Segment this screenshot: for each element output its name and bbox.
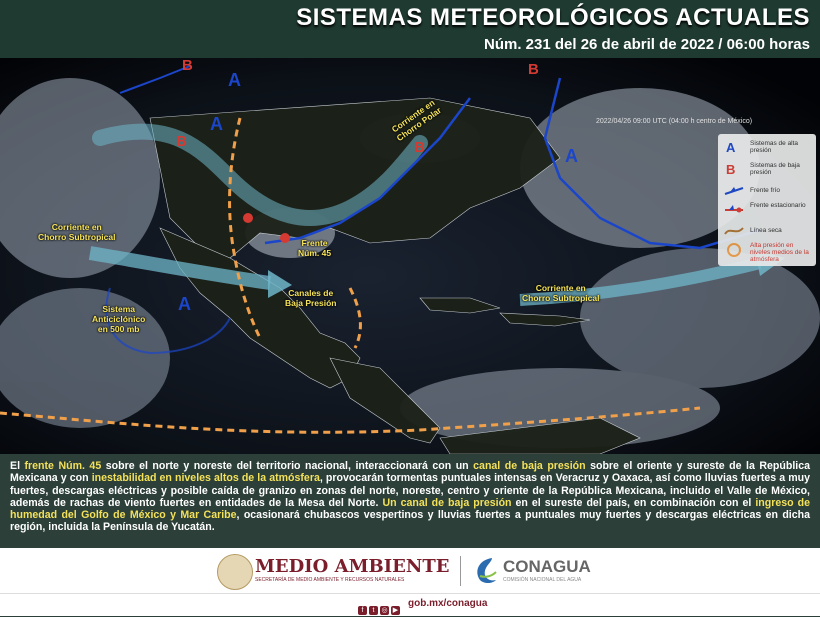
low-pressure-B: B bbox=[182, 58, 193, 74]
low-pressure-B: B bbox=[528, 61, 539, 78]
semarnat-seal-icon bbox=[217, 554, 253, 590]
social-links bbox=[358, 599, 402, 614]
facebook-icon[interactable]: f bbox=[358, 606, 367, 615]
header bbox=[0, 0, 820, 58]
legend-cold-front: Frente frío bbox=[722, 184, 814, 202]
cold-front-icon bbox=[724, 184, 744, 196]
satellite-map bbox=[0, 58, 820, 454]
label-polar-jet: Corriente en Chorro Polar bbox=[389, 97, 443, 144]
high-pressure-A: A bbox=[210, 114, 223, 134]
website-link[interactable]: gob.mx/conagua bbox=[408, 598, 488, 609]
stationary-front-icon bbox=[243, 213, 253, 223]
issue-date: Núm. 231 del 26 de abril de 2022 / 06:00 horas bbox=[484, 36, 810, 53]
dry-line-icon bbox=[724, 224, 744, 236]
label-low-channels: Canales de Baja Presión bbox=[285, 288, 337, 308]
instagram-icon[interactable]: ◎ bbox=[381, 607, 388, 614]
stationary-front-icon bbox=[280, 233, 290, 243]
twitter-icon[interactable]: t bbox=[369, 606, 378, 615]
legend-dry-line: Línea seca bbox=[722, 224, 814, 242]
high-pressure-A: A bbox=[565, 146, 578, 166]
stationary-front-icon bbox=[724, 202, 744, 214]
label-front-45: Frente Núm. 45 bbox=[298, 238, 332, 258]
legend-low-pressure: B Sistemas de baja presión bbox=[726, 162, 800, 177]
legend-high-pressure: A Sistemas de alta presión bbox=[726, 140, 799, 155]
medio-ambiente-subtitle: SECRETARÍA DE MEDIO AMBIENTE Y RECURSOS NATURALES bbox=[255, 577, 405, 583]
legend-stationary-front: Frente estacionario bbox=[722, 202, 814, 220]
low-pressure-B: B bbox=[414, 139, 425, 156]
high-pressure-A: A bbox=[228, 70, 241, 90]
satellite-timestamp: 2022/04/26 09:00 UTC (04:00 h centro de México) bbox=[596, 118, 753, 125]
high-pressure-A: A bbox=[178, 294, 191, 314]
high-pressure-midlevel-icon bbox=[726, 242, 742, 258]
label-subtropical-jet-west: Corriente en Chorro Subtropical bbox=[38, 222, 116, 242]
map-legend bbox=[718, 134, 816, 266]
medio-ambiente-name: MEDIO AMBIENTE bbox=[255, 556, 450, 577]
logo-divider bbox=[460, 556, 461, 586]
bulletin-text: El frente Núm. 45 sobre el norte y noreste del territorio nacional, interaccionará con un canal de baja presión sobre el oriente y sureste de la República Mexicana y con inestabilidad en niveles altos de la atmósfera, provocarán tormentas puntuales intensas en Veracruz y Oaxaca, así como lluvias fuertes a muy fuertes, descargas eléctricas y posible caída de granizo en zonas del norte, noreste, centro y oriente de la República Mexicana, incluido el Valle de México, además de rachas de viento fuertes en entidades de la Mesa del Norte. Un canal de baja presión en el sureste del país, en combinación con el ingreso de humedad del Golfo de México y Mar Caribe, ocasionará chubascos vespertinos y lluvias fuertes a puntuales muy fuertes y descargas eléctricas en dicha región, incluida la Península de Yucatán. bbox=[10, 460, 811, 534]
label-subtropical-jet-east: Corriente en Chorro Subtropical bbox=[522, 283, 600, 303]
label-anticyclonic-system: Sistema Anticiclónico en 500 mb bbox=[92, 304, 146, 334]
low-pressure-B: B bbox=[176, 133, 187, 150]
youtube-icon[interactable]: ▶ bbox=[392, 607, 399, 614]
conagua-logo-icon bbox=[470, 554, 500, 586]
footer-logos bbox=[0, 548, 820, 593]
conagua-subtitle: COMISIÓN NACIONAL DEL AGUA bbox=[503, 577, 582, 583]
legend-high-pressure-midlevel: Alta presión en niveles medios de la atmósfera bbox=[722, 242, 814, 264]
page-title: SISTEMAS METEOROLÓGICOS ACTUALES bbox=[296, 4, 810, 31]
footer-contact bbox=[0, 593, 820, 616]
conagua-name: CONAGUA bbox=[503, 557, 591, 576]
